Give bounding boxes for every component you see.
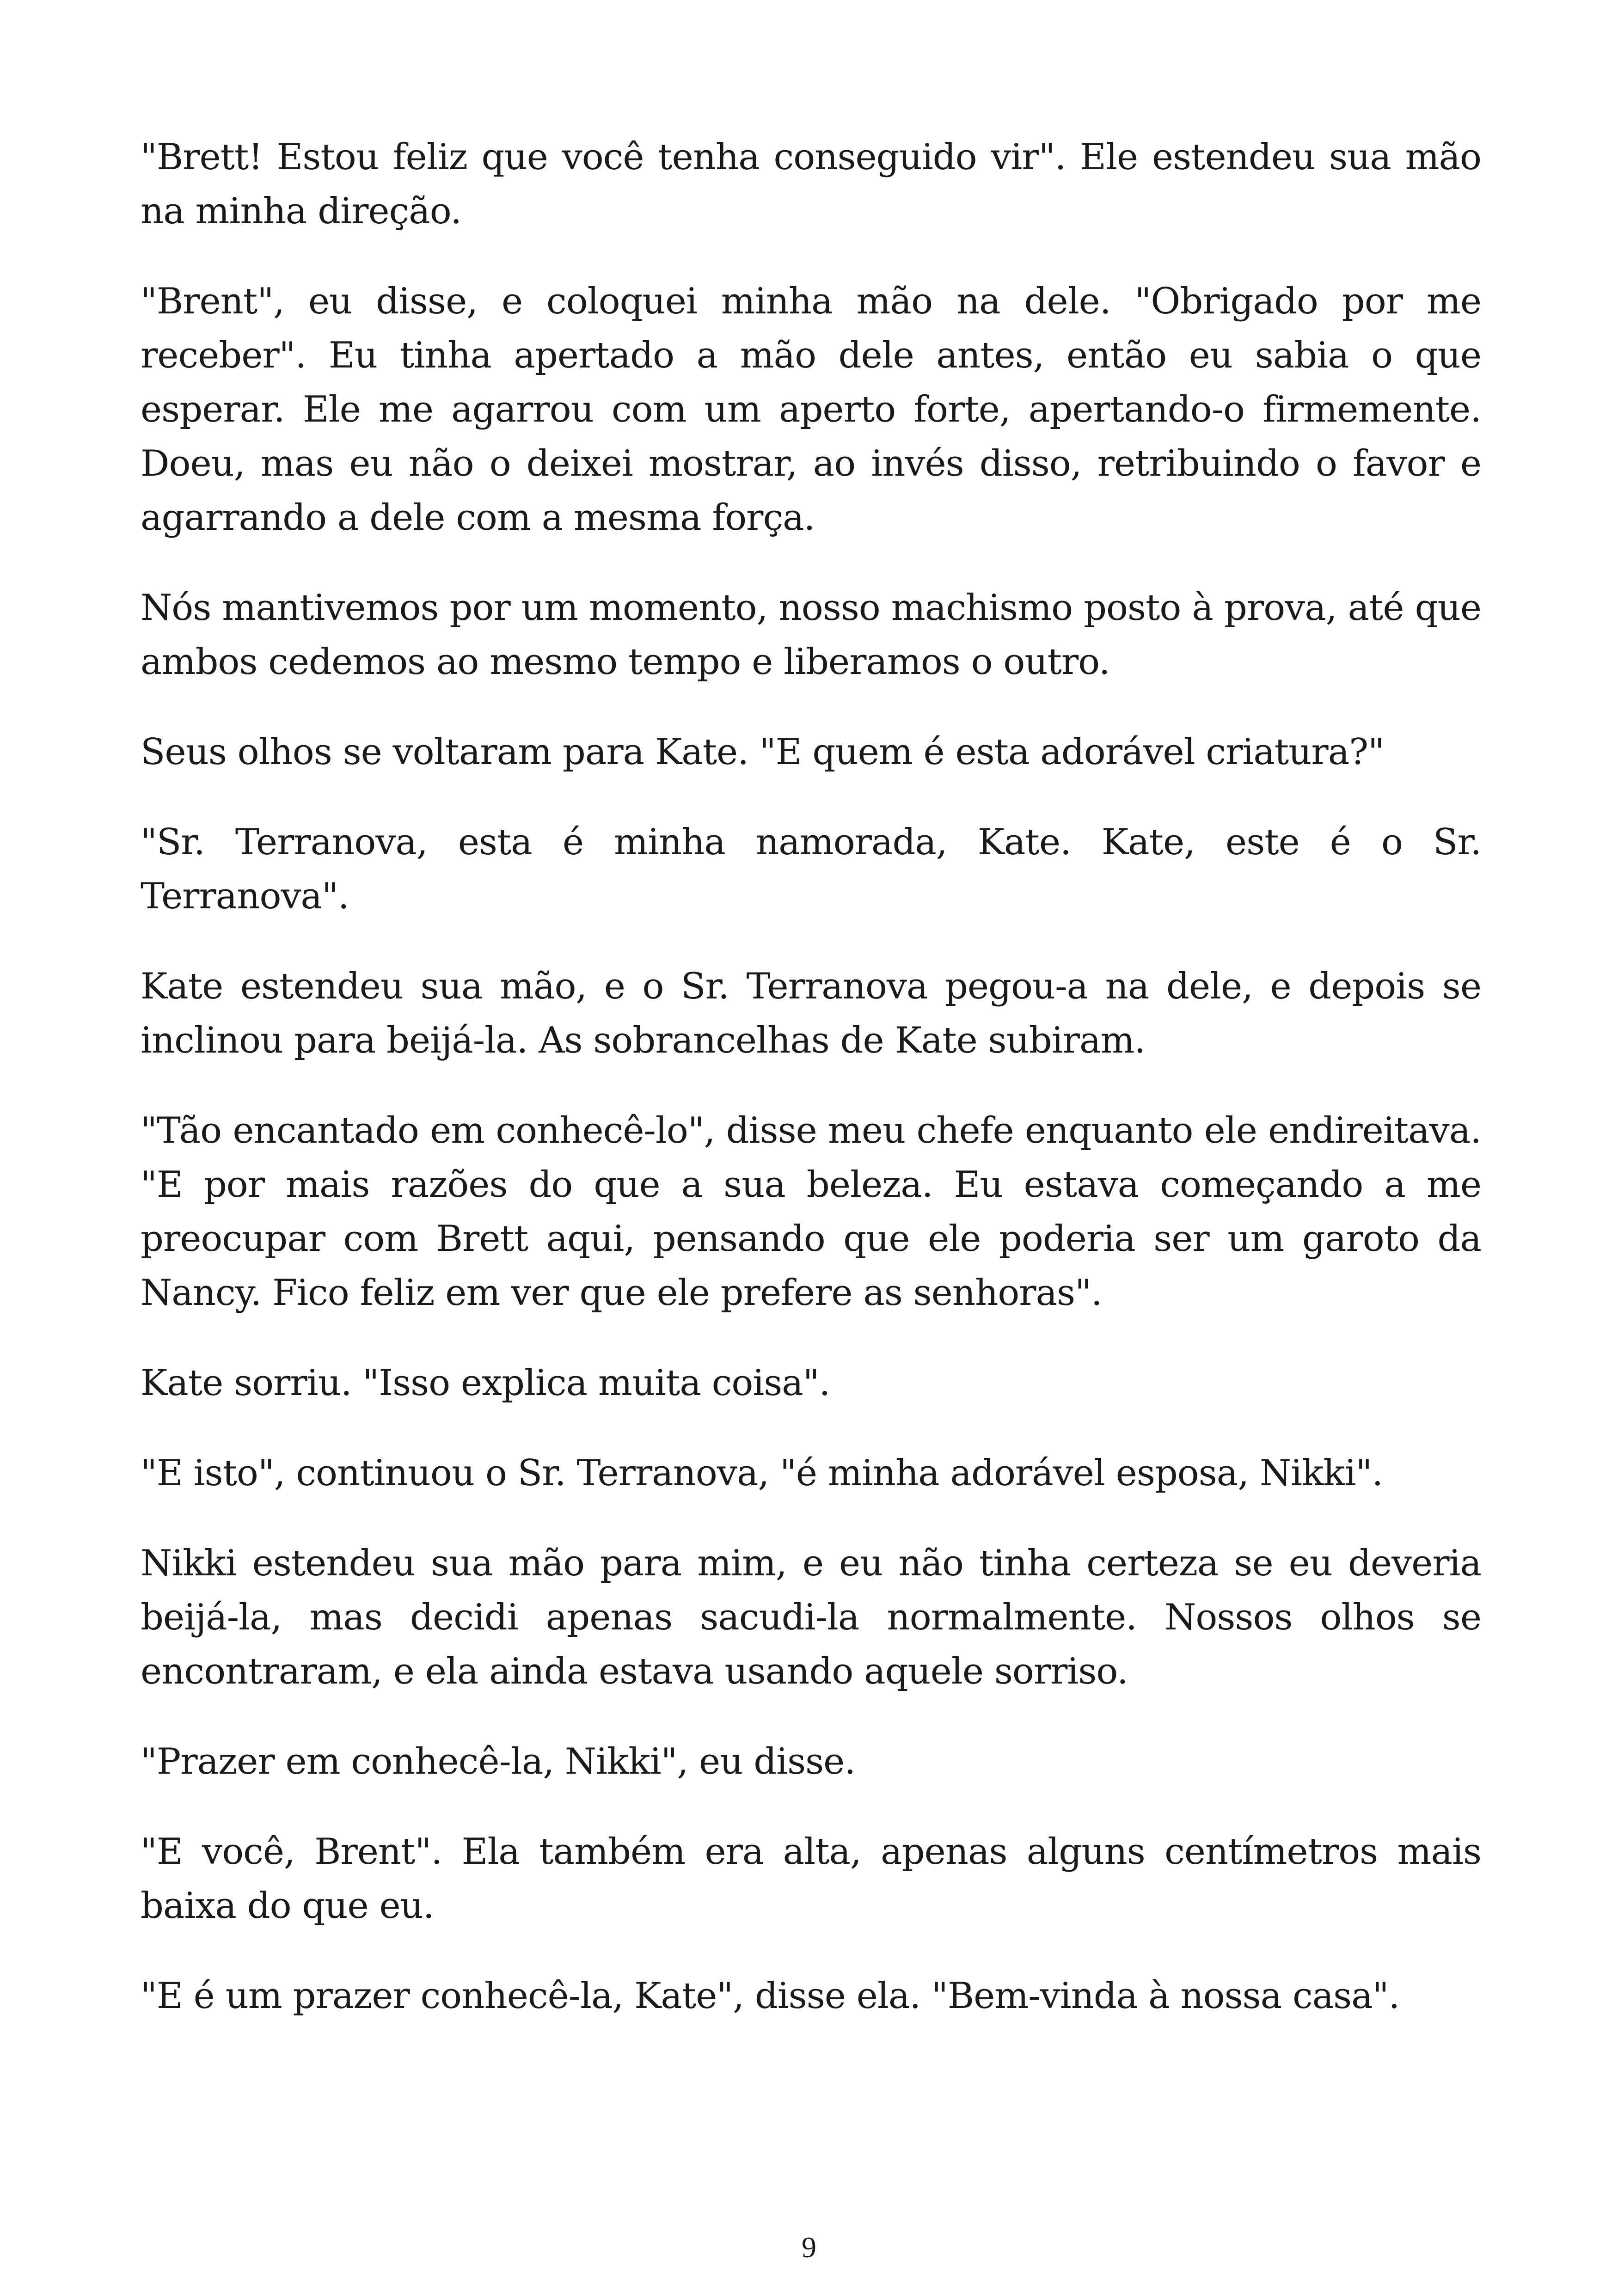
paragraph-12: "E você, Brent". Ela também era alta, apenas alguns centímetros mais baixa do que eu.	[141, 1831, 1481, 1927]
page-number: 9	[802, 2231, 816, 2264]
paragraph-1: "Brett! Estou feliz que você tenha conseguido vir". Ele estendeu sua mão na minha direção.	[141, 136, 1481, 232]
paragraph-4: Seus olhos se voltaram para Kate. "E quem é esta adorável criatura?"	[141, 731, 1384, 773]
paragraph-10: Nikki estendeu sua mão para mim, e eu não tinha certeza se eu deveria beijá-la, mas decidi apenas sacudi-la normalmente. Nossos olhos se encontraram, e ela ainda estava usando aquele sorriso.	[141, 1543, 1481, 1692]
paragraph-11: "Prazer em conhecê-la, Nikki", eu disse.	[141, 1741, 856, 1782]
paragraph-2: "Brent", eu disse, e coloquei minha mão na dele. "Obrigado por me receber". Eu tinha apertado a mão dele antes, então eu sabia o que esperar. Ele me agarrou com um aperto forte, apertando-o firmemente. Doeu, mas eu não o deixei mostrar, ao invés disso, retribuindo o favor e agarrando a dele com a mesma força.	[141, 281, 1481, 539]
paragraph-7: "Tão encantado em conhecê-lo", disse meu chefe enquanto ele endireitava. "E por mais razões do que a sua beleza. Eu estava começando a me preocupar com Brett aqui, pensando que ele poderia ser um garoto da Nancy. Fico feliz em ver que ele prefere as senhoras".	[141, 1110, 1481, 1314]
paragraph-6: Kate estendeu sua mão, e o Sr. Terranova pegou-a na dele, e depois se inclinou para beijá-la. As sobrancelhas de Kate subiram.	[141, 966, 1481, 1061]
paragraph-5: "Sr. Terranova, esta é minha namorada, Kate. Kate, este é o Sr. Terranova".	[141, 821, 1481, 917]
paragraph-13: "E é um prazer conhecê-la, Kate", disse ela. "Bem-vinda à nossa casa".	[141, 1975, 1400, 2017]
paragraph-8: Kate sorriu. "Isso explica muita coisa".	[141, 1362, 830, 1404]
paragraph-3: Nós mantivemos por um momento, nosso machismo posto à prova, até que ambos cedemos ao mesmo tempo e liberamos o outro.	[141, 587, 1481, 683]
paragraph-9: "E isto", continuou o Sr. Terranova, "é minha adorável esposa, Nikki".	[141, 1452, 1383, 1494]
body-text	[141, 130, 1481, 2059]
